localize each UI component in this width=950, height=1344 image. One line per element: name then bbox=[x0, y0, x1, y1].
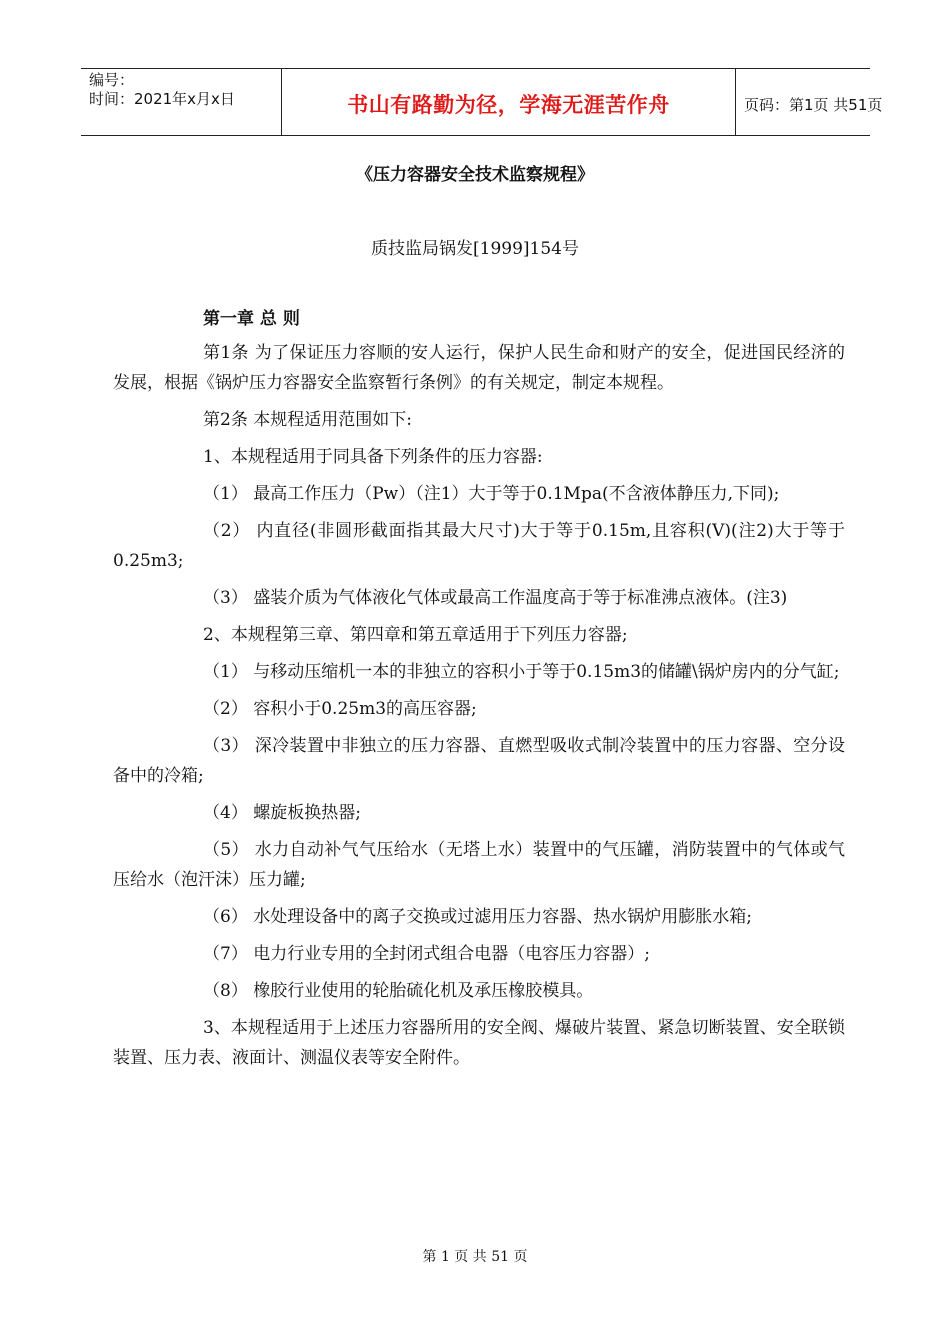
chapter-heading: 第一章 总 则 bbox=[203, 309, 300, 329]
paragraph: （3） 盛装介质为气体液化气体或最高工作温度高于等于标准沸点液体。(注3) bbox=[203, 588, 788, 608]
document-title: 《压力容器安全技术监察规程》 bbox=[356, 165, 594, 185]
paragraph: （8） 橡胶行业使用的轮胎硫化机及承压橡胶模具。 bbox=[203, 981, 594, 1001]
header-page-info: 页码：第1页 共51页 bbox=[744, 95, 883, 114]
paragraph: （7） 电力行业专用的全封闭式组合电器（电容压力容器）; bbox=[203, 944, 650, 964]
paragraph: （1） 最高工作压力（Pw）（注1）大于等于0.1Mpa(不含液体静压力,下同); bbox=[203, 484, 780, 504]
paragraph: 1、本规程适用于同具备下列条件的压力容器: bbox=[203, 447, 543, 467]
paragraph: （5） 水力自动补气气压给水（无塔上水）装置中的气压罐，消防装置中的气体或气压给水（泡汗沫）压力罐; bbox=[113, 840, 845, 890]
page-footer: 第 1 页 共 51 页 bbox=[422, 1249, 528, 1265]
paragraph: 3、本规程适用于上述压力容器所用的安全阀、爆破片装置、紧急切断装置、安全联锁装置、压力表、液面计、测温仪表等安全附件。 bbox=[113, 1018, 845, 1068]
document-number: 质技监局锅发[1999]154号 bbox=[371, 239, 579, 259]
paragraph: （2） 内直径(非圆形截面指其最大尺寸)大于等于0.15m,且容积(V)(注2)大于等于0.25m3; bbox=[113, 521, 845, 571]
header-meta bbox=[81, 69, 281, 135]
paragraph: （3） 深冷装置中非独立的压力容器、直燃型吸收式制冷装置中的压力容器、空分设备中的冷箱; bbox=[113, 736, 845, 786]
page-header bbox=[81, 68, 883, 136]
header-motto-cell bbox=[281, 69, 736, 135]
paragraph: （2） 容积小于0.25m3的高压容器; bbox=[203, 699, 477, 719]
document-body bbox=[113, 304, 845, 1080]
paragraph: 2、本规程第三章、第四章和第五章适用于下列压力容器; bbox=[203, 625, 628, 645]
paragraph: 第2条 本规程适用范围如下: bbox=[203, 410, 412, 430]
date-label: 时间：2021年x月x日 bbox=[89, 90, 235, 108]
motto-text: 书山有路勤为径，学海无涯苦作舟 bbox=[347, 93, 670, 117]
paragraph: （6） 水处理设备中的离子交换或过滤用压力容器、热水锅炉用膨胀水箱; bbox=[203, 907, 752, 927]
paragraph: （4） 螺旋板换热器; bbox=[203, 803, 361, 823]
serial-label: 编号： bbox=[89, 71, 135, 89]
paragraph: （1） 与移动压缩机一本的非独立的容积小于等于0.15m3的储罐\锅炉房内的分气缸; bbox=[203, 662, 840, 682]
paragraph: 第1条 为了保证压力容顺的安人运行，保护人民生命和财产的安全，促进国民经济的发展，根据《锅炉压力容器安全监察暂行条例》的有关规定，制定本规程。 bbox=[113, 343, 845, 393]
